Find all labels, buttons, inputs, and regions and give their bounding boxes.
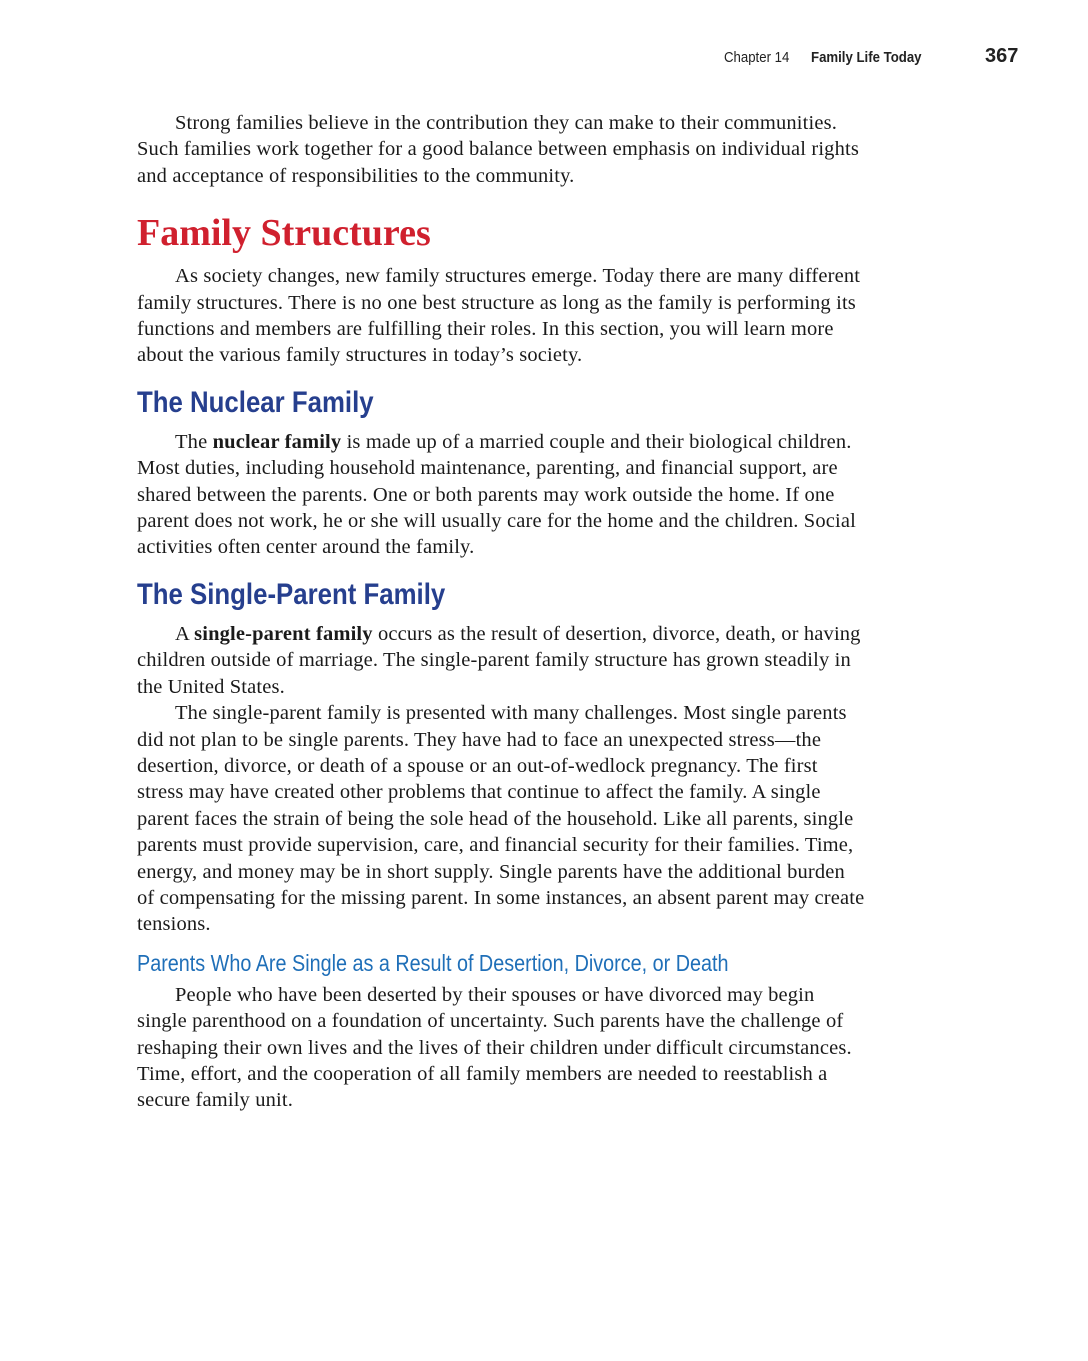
page-body bbox=[137, 110, 867, 1114]
subsection-paragraph: People who have been deserted by their spouses or have divorced may begin single parenthood on a foundation of uncertainty. Such parents have the challenge of reshaping their own lives and the lives of their children under difficult circumstances. Time, effort, and the cooperation of all family members are needed to reestablish a secure family unit. bbox=[137, 983, 852, 1112]
text-span: is made up of a married couple and their biological children. Most duties, including household maintenance, parenting, and financial support, are shared between the parents. One or both parents may work outside the home. If one parent does not work, he or she will usually care for the home and the children. Social activities often center around the family. bbox=[137, 430, 856, 559]
single-parent-paragraph-1 bbox=[137, 621, 867, 700]
chapter-title: Family Life Today bbox=[811, 49, 922, 66]
chapter-label: Chapter 14 bbox=[724, 49, 790, 66]
running-head bbox=[0, 47, 1088, 71]
text-span: The bbox=[175, 430, 213, 453]
single-parent-heading: The Single-Parent Family bbox=[137, 577, 446, 611]
text-span: occurs as the result of desertion, divorce, death, or having children outside of marriage. The single-parent family structure has grown steadily in the United States. bbox=[137, 622, 861, 698]
text-span: A bbox=[175, 622, 195, 645]
intro-paragraph: Strong families believe in the contribution they can make to their communities. Such families work together for a good balance between emphasis on individual rights and acceptance of responsibilities to the community. bbox=[137, 112, 859, 187]
subsection-heading: Parents Who Are Single as a Result of Desertion, Divorce, or Death bbox=[137, 949, 729, 976]
page-number: 367 bbox=[985, 45, 1019, 67]
key-term: nuclear family bbox=[212, 430, 342, 453]
nuclear-family-paragraph bbox=[137, 429, 867, 561]
section-paragraph: As society changes, new family structures emerge. Today there are many different family structures. There is no one best structure as long as the family is performing its functions and members are fulfilling their roles. In this section, you will learn more about the various family structures in today’s society. bbox=[137, 265, 861, 367]
nuclear-family-heading: The Nuclear Family bbox=[137, 385, 374, 419]
key-term: single-parent family bbox=[194, 622, 373, 645]
section-heading: Family Structures bbox=[137, 212, 431, 255]
single-parent-paragraph-2: The single-parent family is presented with many challenges. Most single parents did not plan to be single parents. They have had to face an unexpected stress—the desertion, divorce, or death of a spouse or an out-of-wedlock pregnancy. The first stress may have created other problems that continue to affect the family. A single parent faces the strain of being the sole head of the household. Like all parents, single parents must provide supervision, care, and financial security for their families. Time, energy, and money may be in short supply. Single parents have the additional burden of compensating for the missing parent. In some instances, an absent parent may create tensions. bbox=[137, 702, 865, 936]
